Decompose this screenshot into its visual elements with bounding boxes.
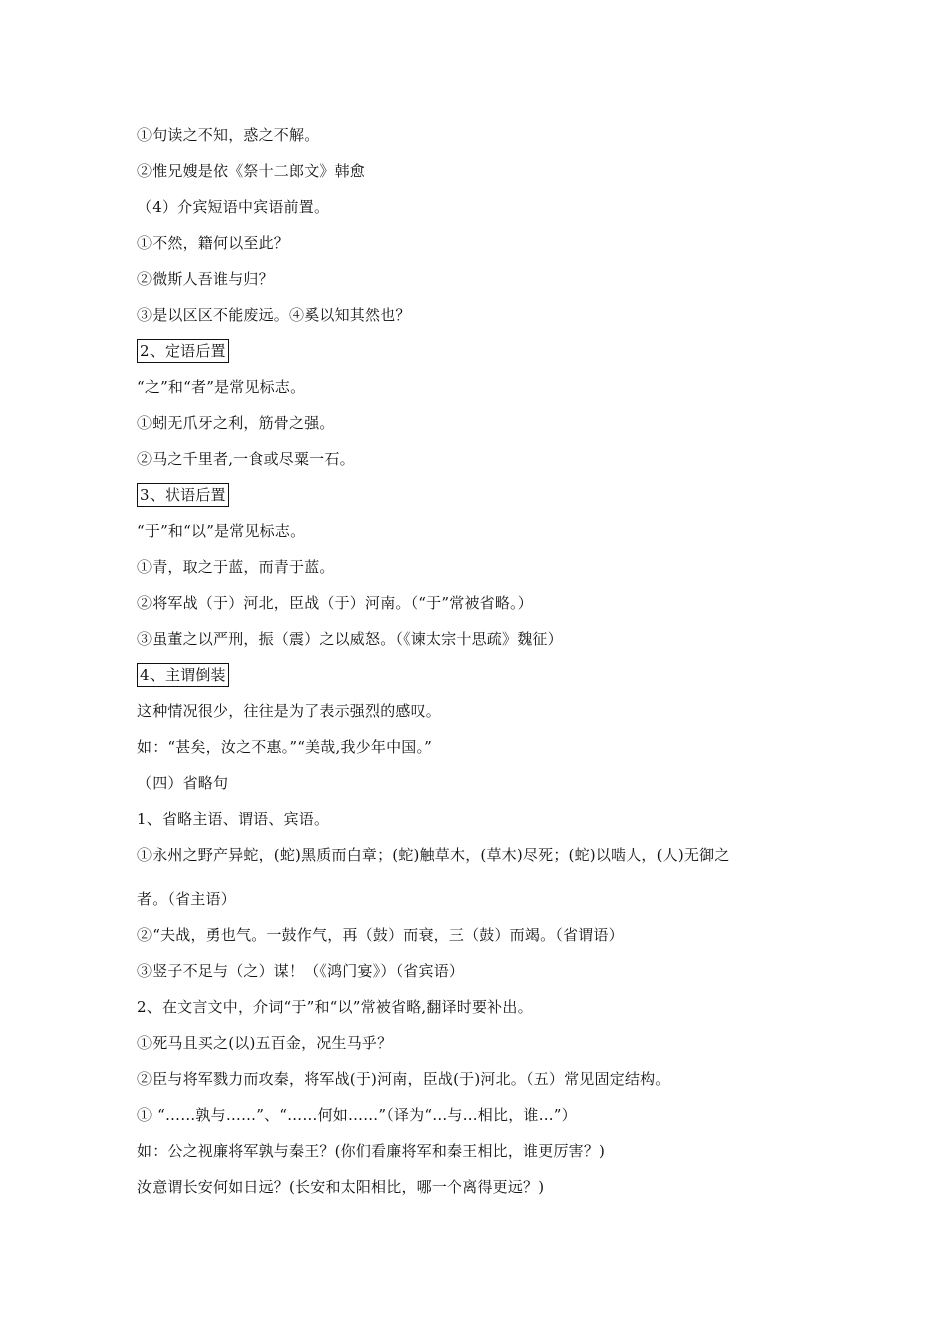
text-line: ③虽董之以严刑，振（震）之以威怒。（《谏太宗十思疏》魏征） xyxy=(137,630,563,648)
text-line: 如：公之视廉将军孰与秦王？(你们看廉将军和秦王相比，谁更厉害？) xyxy=(137,1142,606,1160)
section-heading xyxy=(137,338,830,364)
text-line: ②微斯人吾谁与归？ xyxy=(137,270,274,288)
section-heading-label: 2、定语后置 xyxy=(137,339,229,363)
text-line: 如：“甚矣，汝之不惠。”“美哉,我少年中国。” xyxy=(137,738,433,756)
text-line: （4）介宾短语中宾语前置。 xyxy=(137,198,330,216)
text-line: 2、在文言文中，介词“于”和“以”常被省略,翻译时要补出。 xyxy=(137,998,533,1016)
text-line: ①青，取之于蓝，而青于蓝。 xyxy=(137,558,335,576)
section-heading xyxy=(137,482,830,508)
text-line: ① “……孰与……”、“……何如……”（译为“…与…相比，谁…”） xyxy=(137,1106,577,1124)
text-line: 1、省略主语、谓语、宾语。 xyxy=(137,810,330,828)
text-line: ③竖子不足与（之）谋！（《鸿门宴》）（省宾语） xyxy=(137,962,465,980)
text-line: ②惟兄嫂是依《祭十二郎文》韩愈 xyxy=(137,162,366,180)
text-line: ①蚓无爪牙之利，筋骨之强。 xyxy=(137,414,335,432)
section-heading xyxy=(137,662,830,688)
text-line: “于”和“以”是常见标志。 xyxy=(137,522,306,540)
text-line: 汝意谓长安何如日远？(长安和太阳相比，哪一个离得更远？) xyxy=(137,1178,545,1196)
text-line: 这种情况很少，往往是为了表示强烈的感叹。 xyxy=(137,702,442,720)
text-line: ②马之千里者,一食或尽粟一石。 xyxy=(137,450,355,468)
text-line: ①死马且买之(以)五百金，况生马乎？ xyxy=(137,1034,393,1052)
text-line: ①永州之野产异蛇，(蛇)黑质而白章；(蛇)触草木，(草木)尽死；(蛇)以啮人，(人)无御之 xyxy=(137,846,730,864)
text-line: ③是以区区不能废远。④奚以知其然也？ xyxy=(137,306,411,324)
text-line: “之”和“者”是常见标志。 xyxy=(137,378,306,396)
text-line: ②臣与将军戮力而攻秦，将军战(于)河南，臣战(于)河北。（五）常见固定结构。 xyxy=(137,1070,671,1088)
text-line: （四）省略句 xyxy=(137,774,229,792)
text-line: 者。（省主语） xyxy=(137,890,236,908)
text-line: ①不然，籍何以至此？ xyxy=(137,234,290,252)
text-line: ①句读之不知，惑之不解。 xyxy=(137,126,320,144)
section-heading-label: 4、主谓倒装 xyxy=(137,663,229,687)
text-line: ②“夫战，勇也气。一鼓作气，再（鼓）而衰，三（鼓）而竭。（省谓语） xyxy=(137,926,624,944)
text-line: ②将军战（于）河北，臣战（于）河南。（“于”常被省略。） xyxy=(137,594,533,612)
section-heading-label: 3、状语后置 xyxy=(137,483,229,507)
